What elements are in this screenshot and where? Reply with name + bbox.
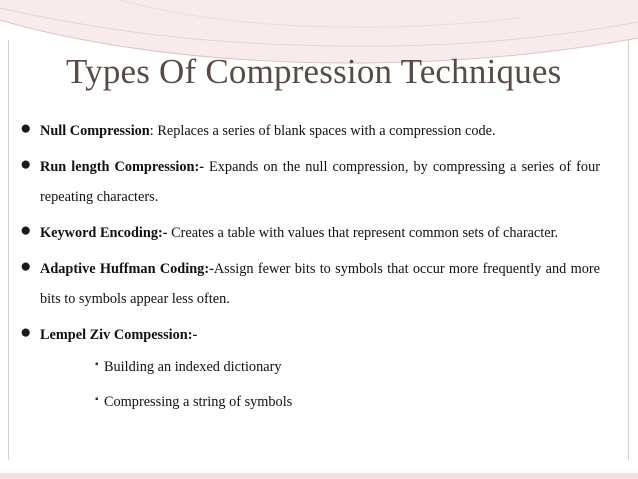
sub-list-item <box>40 350 600 385</box>
bullet-text: Replaces a series of blank spaces with a compression code. <box>153 123 496 139</box>
sub-bullet-text: Building an indexed dictionary <box>104 359 282 375</box>
list-item <box>0 152 638 212</box>
sub-bullet-text: Compressing a string of symbols <box>104 394 293 410</box>
bullet-icon: ● <box>20 220 32 241</box>
bullet-icon: ● <box>20 322 32 343</box>
bottom-border <box>0 473 638 479</box>
bullet-list <box>0 116 638 426</box>
list-item <box>0 218 638 248</box>
bullet-term: Keyword Encoding:- <box>40 225 168 241</box>
bullet-text: Creates a table with values that represent common sets of character. <box>167 225 559 241</box>
bullet-term: Null Compression <box>40 123 150 139</box>
sub-bullet-list <box>40 350 600 420</box>
small-square-bullet-icon: ▪ <box>95 359 99 370</box>
bullet-icon: ● <box>20 118 32 139</box>
bullet-text: Expands on the null compression, by compressing a series of four repeating characters. <box>40 159 600 205</box>
list-item <box>0 320 638 420</box>
bullet-term: Lempel Ziv Compession:- <box>40 327 198 343</box>
bullet-term: Run length Compression:- <box>40 159 204 175</box>
bullet-icon: ● <box>20 154 32 175</box>
small-square-bullet-icon: ▪ <box>95 394 99 405</box>
bullet-separator: : <box>149 123 154 139</box>
bullet-text: Assign fewer bits to symbols that occur more frequently and more bits to symbols appear less often. <box>40 261 601 307</box>
list-item <box>0 116 638 146</box>
slide-title: Types Of Compression Techniques <box>66 52 562 91</box>
list-item <box>0 254 638 314</box>
bullet-term: Adaptive Huffman Coding:- <box>40 261 214 277</box>
bullet-icon: ● <box>20 256 32 277</box>
sub-list-item <box>40 385 600 420</box>
